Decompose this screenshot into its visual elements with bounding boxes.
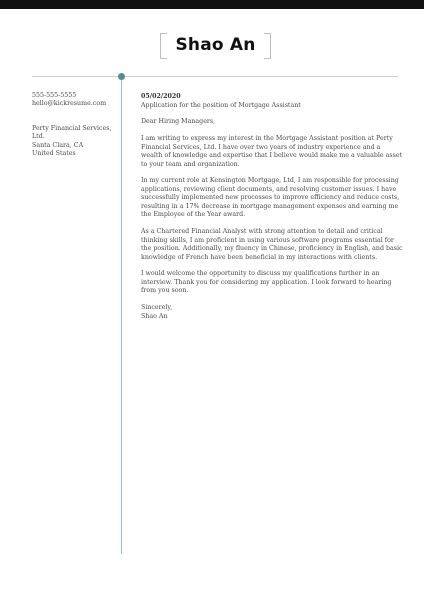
right-bracket-decoration: [264, 33, 271, 59]
recipient-company-line1: Perty Financial Services,: [32, 124, 112, 132]
top-bar: [0, 0, 424, 9]
divider-dot: [118, 73, 125, 80]
contact-column: [32, 92, 114, 158]
letter-paragraph: In my current role at Kensington Mortgage, Ltd, I am responsible for processing applications, reviewing client documents, and resolving customer issues. I have successfully implemented new processes to improve efficiency and reduce costs, resulting in a 17% decrease in mortgage management expenses and earning me the Employee of the Year award.: [141, 177, 400, 219]
name-header: [160, 33, 271, 57]
recipient-company-line2: Ltd.: [32, 133, 45, 141]
phone-number: 555-555-5555: [32, 92, 77, 99]
recipient-city: Santa Clara, CA: [32, 141, 84, 149]
letter-closing: Sincerely,: [141, 304, 173, 312]
letter-date: 05/02/2020: [141, 93, 181, 100]
letter-paragraph: As a Chartered Financial Analyst with strong attention to detail and critical thinking skills, I am proficient in using various software programs essential for the position. Additionally, my fluency in Chinese, proficiency in English, and basic knowledge of French have been beneficial in my interactions with clients.: [141, 228, 403, 261]
horizontal-divider: [32, 76, 398, 77]
left-bracket-decoration: [160, 33, 167, 59]
letter-subject: Application for the position of Mortgage Assistant: [141, 101, 301, 109]
vertical-divider: [121, 78, 122, 554]
letter-greeting: Dear Hiring Managers,: [141, 118, 216, 126]
letter-paragraph: I am writing to express my interest in the Mortgage Assistant position at Perty Financial Services, Ltd. I have over two years of industry experience and a wealth of knowledge and expertise that I believe would make me a valuable asset to your team and organization.: [141, 135, 403, 168]
letter-paragraph: I would welcome the opportunity to discuss my qualifications further in an interview. Thank you for considering my application. I look forward to hearing from you soon.: [141, 270, 392, 295]
applicant-name: Shao An: [175, 35, 256, 55]
letter-body: [141, 93, 403, 321]
recipient-country: United States: [32, 150, 76, 158]
letter-signature: Shao An: [141, 312, 168, 320]
email-address: hello@kickresume.com: [32, 100, 107, 108]
